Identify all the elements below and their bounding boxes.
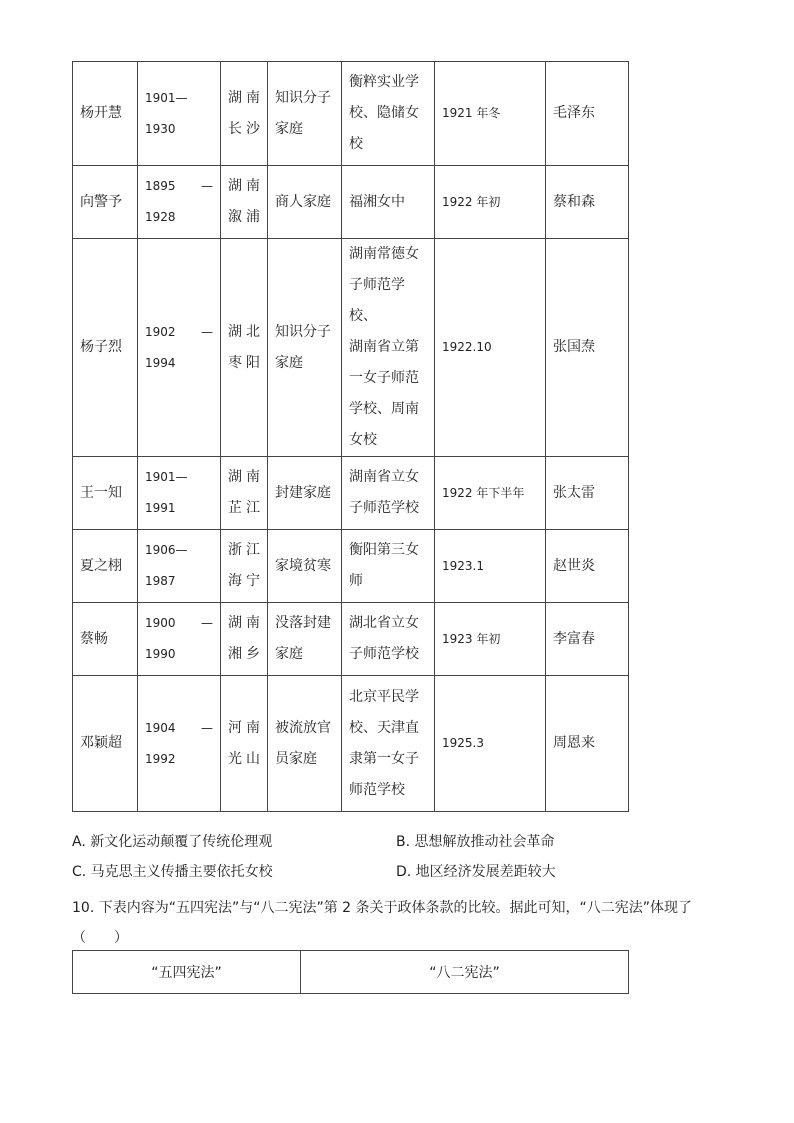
cell-school — [342, 239, 435, 457]
table-row — [73, 239, 629, 457]
cell-text: 王一知 — [80, 484, 122, 501]
table-header-row — [73, 951, 629, 994]
cell-text: 周恩来 — [553, 735, 595, 751]
cell-line: 北京平民学 — [349, 688, 419, 705]
cell-years — [138, 676, 221, 812]
cell-line: 湖南省立女 — [349, 469, 419, 485]
cell-text: 毛泽东 — [553, 105, 595, 121]
cell-school — [342, 166, 435, 239]
cell-introducer — [546, 239, 629, 457]
cell-line: 家庭 — [275, 120, 303, 137]
cell-text: 夏之栩 — [80, 557, 122, 574]
cell-text: 张太雷 — [553, 484, 595, 501]
header-baer-constitution: “八二宪法” — [301, 951, 629, 994]
cell-text: 1922 年初 — [442, 194, 501, 209]
cell-join-time — [435, 603, 546, 676]
cell-text: 杨开慧 — [80, 105, 122, 121]
cell-text: 1921 年冬 — [442, 106, 501, 120]
cell-birthplace — [221, 239, 268, 457]
cell-family — [268, 603, 342, 676]
cell-years — [138, 603, 221, 676]
cell-birthplace — [221, 603, 268, 676]
cell-birthplace — [221, 457, 268, 530]
cell-line: 校、天津直 — [349, 719, 419, 736]
cell-line: 1902 — — [145, 324, 213, 339]
cell-line: 1901— — [145, 470, 188, 484]
cell-line: 1928 — [145, 210, 176, 224]
cell-line: 长沙 — [228, 120, 260, 137]
cell-name — [73, 457, 138, 530]
cell-line: 湖南 — [228, 615, 260, 631]
cell-family — [268, 457, 342, 530]
cell-join-time — [435, 676, 546, 812]
cell-line: 校、隐储女 — [349, 105, 419, 121]
cell-line: 知识分子 — [275, 89, 331, 106]
cell-name — [73, 239, 138, 457]
cell-line: 1992 — [145, 751, 176, 766]
cell-text: 蔡畅 — [80, 630, 108, 647]
cell-birthplace — [221, 62, 268, 166]
cell-text: 赵世炎 — [553, 557, 595, 574]
cell-line: 子师范学校 — [349, 500, 419, 516]
cell-years — [138, 457, 221, 530]
cell-line: 1900 — — [145, 616, 213, 630]
cell-text: 1923.1 — [442, 558, 484, 573]
cell-line: 湖北省立女 — [349, 615, 419, 631]
table-row — [73, 457, 629, 530]
cell-join-time — [435, 530, 546, 603]
cell-line: 1904 — — [145, 720, 213, 735]
cell-line: 湘乡 — [228, 646, 260, 662]
cell-birthplace — [221, 166, 268, 239]
cell-line: 家境贫寒 — [275, 557, 331, 574]
cell-name — [73, 676, 138, 812]
cell-line: 被流放官 — [275, 719, 331, 736]
question-10-stem: 10. 下表内容为“五四宪法”与“八二宪法”第 2 条关于政体条款的比较。据此可知，“八二宪法”体现了 — [72, 900, 693, 916]
cell-line: 湖南 — [228, 469, 260, 485]
cell-family — [268, 530, 342, 603]
cell-line: 1901— — [145, 90, 188, 105]
cell-line: 1895 — — [145, 179, 213, 193]
option-d: D. 地区经济发展差距较大 — [396, 864, 556, 880]
cell-line: 浙江 — [228, 542, 260, 558]
cell-line: 校 — [349, 136, 363, 152]
option-a: A. 新文化运动颠覆了传统伦理观 — [72, 834, 273, 850]
cell-line: 1994 — [145, 355, 176, 370]
constitution-comparison-table — [72, 950, 629, 994]
table-row — [73, 530, 629, 603]
cell-line: 光山 — [228, 750, 260, 767]
table-row — [73, 603, 629, 676]
cell-line: 一女子师范 — [349, 370, 419, 386]
cell-school — [342, 603, 435, 676]
cell-line: 1990 — [145, 647, 176, 661]
cell-text: 1922.10 — [442, 340, 492, 354]
cell-years — [138, 239, 221, 457]
cell-line: 湖北 — [228, 323, 260, 340]
cell-years — [138, 166, 221, 239]
cell-introducer — [546, 62, 629, 166]
cell-text: 1925.3 — [442, 736, 484, 750]
cell-line: 河南 — [228, 719, 260, 736]
cell-years — [138, 530, 221, 603]
cell-line: 枣阳 — [228, 354, 260, 371]
cell-text: 1923 年初 — [442, 631, 501, 646]
cell-introducer — [546, 530, 629, 603]
party-members-table — [72, 61, 629, 812]
cell-text: 1922 年下半年 — [442, 485, 525, 500]
cell-line: 女校 — [349, 432, 377, 448]
table-row — [73, 62, 629, 166]
header-wusi-constitution: “五四宪法” — [73, 951, 301, 994]
cell-line: 知识分子 — [275, 323, 331, 340]
cell-name — [73, 62, 138, 166]
cell-school — [342, 457, 435, 530]
cell-line: 1991 — [145, 501, 176, 515]
cell-introducer — [546, 166, 629, 239]
cell-family — [268, 239, 342, 457]
cell-line: 商人家庭 — [275, 193, 331, 210]
cell-join-time — [435, 457, 546, 530]
cell-family — [268, 166, 342, 239]
cell-text: 张国焘 — [553, 339, 595, 355]
cell-line: 师范学校 — [349, 781, 405, 798]
cell-line: 封建家庭 — [275, 484, 331, 501]
cell-years — [138, 62, 221, 166]
cell-family — [268, 676, 342, 812]
cell-text: 向警予 — [80, 193, 122, 210]
cell-name — [73, 530, 138, 603]
cell-name — [73, 603, 138, 676]
option-c: C. 马克思主义传播主要依托女校 — [72, 864, 273, 880]
cell-text: 蔡和森 — [553, 193, 595, 210]
cell-line: 海宁 — [228, 573, 260, 589]
cell-line: 湖南 — [228, 178, 260, 194]
cell-line: 湖南省立第 — [349, 339, 419, 355]
cell-line: 家庭 — [275, 354, 303, 371]
cell-school — [342, 676, 435, 812]
party-members-table-body — [73, 62, 629, 812]
question-10 — [72, 893, 732, 953]
cell-join-time — [435, 166, 546, 239]
table-row — [73, 676, 629, 812]
cell-line: 子师范学校、 — [349, 277, 405, 324]
cell-line: 芷江 — [228, 500, 260, 516]
cell-line: 学校、周南 — [349, 401, 419, 417]
cell-line: 1930 — [145, 121, 176, 136]
option-b: B. 思想解放推动社会革命 — [396, 834, 555, 850]
cell-line: 子师范学校 — [349, 646, 419, 662]
cell-line: 湖南 — [228, 89, 260, 106]
cell-text: 李富春 — [553, 630, 595, 647]
cell-birthplace — [221, 530, 268, 603]
cell-introducer — [546, 457, 629, 530]
cell-text: 邓颖超 — [80, 735, 122, 751]
cell-birthplace — [221, 676, 268, 812]
cell-line: 衡粹实业学 — [349, 74, 419, 90]
cell-family — [268, 62, 342, 166]
cell-join-time — [435, 239, 546, 457]
cell-line: 隶第一女子 — [349, 750, 419, 767]
cell-line: 衡阳第三女 — [349, 542, 419, 558]
cell-line: 湖南常德女 — [349, 246, 419, 262]
cell-join-time — [435, 62, 546, 166]
cell-line: 没落封建 — [275, 615, 331, 631]
cell-line: 师 — [349, 573, 363, 589]
cell-text: 杨子烈 — [80, 339, 122, 355]
table-row — [73, 166, 629, 239]
cell-school — [342, 530, 435, 603]
cell-line: 家庭 — [275, 646, 303, 662]
cell-line: 1987 — [145, 574, 176, 588]
cell-line: 1906— — [145, 543, 188, 557]
cell-line: 福湘女中 — [349, 193, 405, 210]
cell-line: 员家庭 — [275, 750, 317, 767]
cell-line: 溆浦 — [228, 209, 260, 225]
cell-introducer — [546, 603, 629, 676]
cell-introducer — [546, 676, 629, 812]
cell-school — [342, 62, 435, 166]
question-10-answer-blank: （ ） — [72, 930, 128, 946]
cell-name — [73, 166, 138, 239]
